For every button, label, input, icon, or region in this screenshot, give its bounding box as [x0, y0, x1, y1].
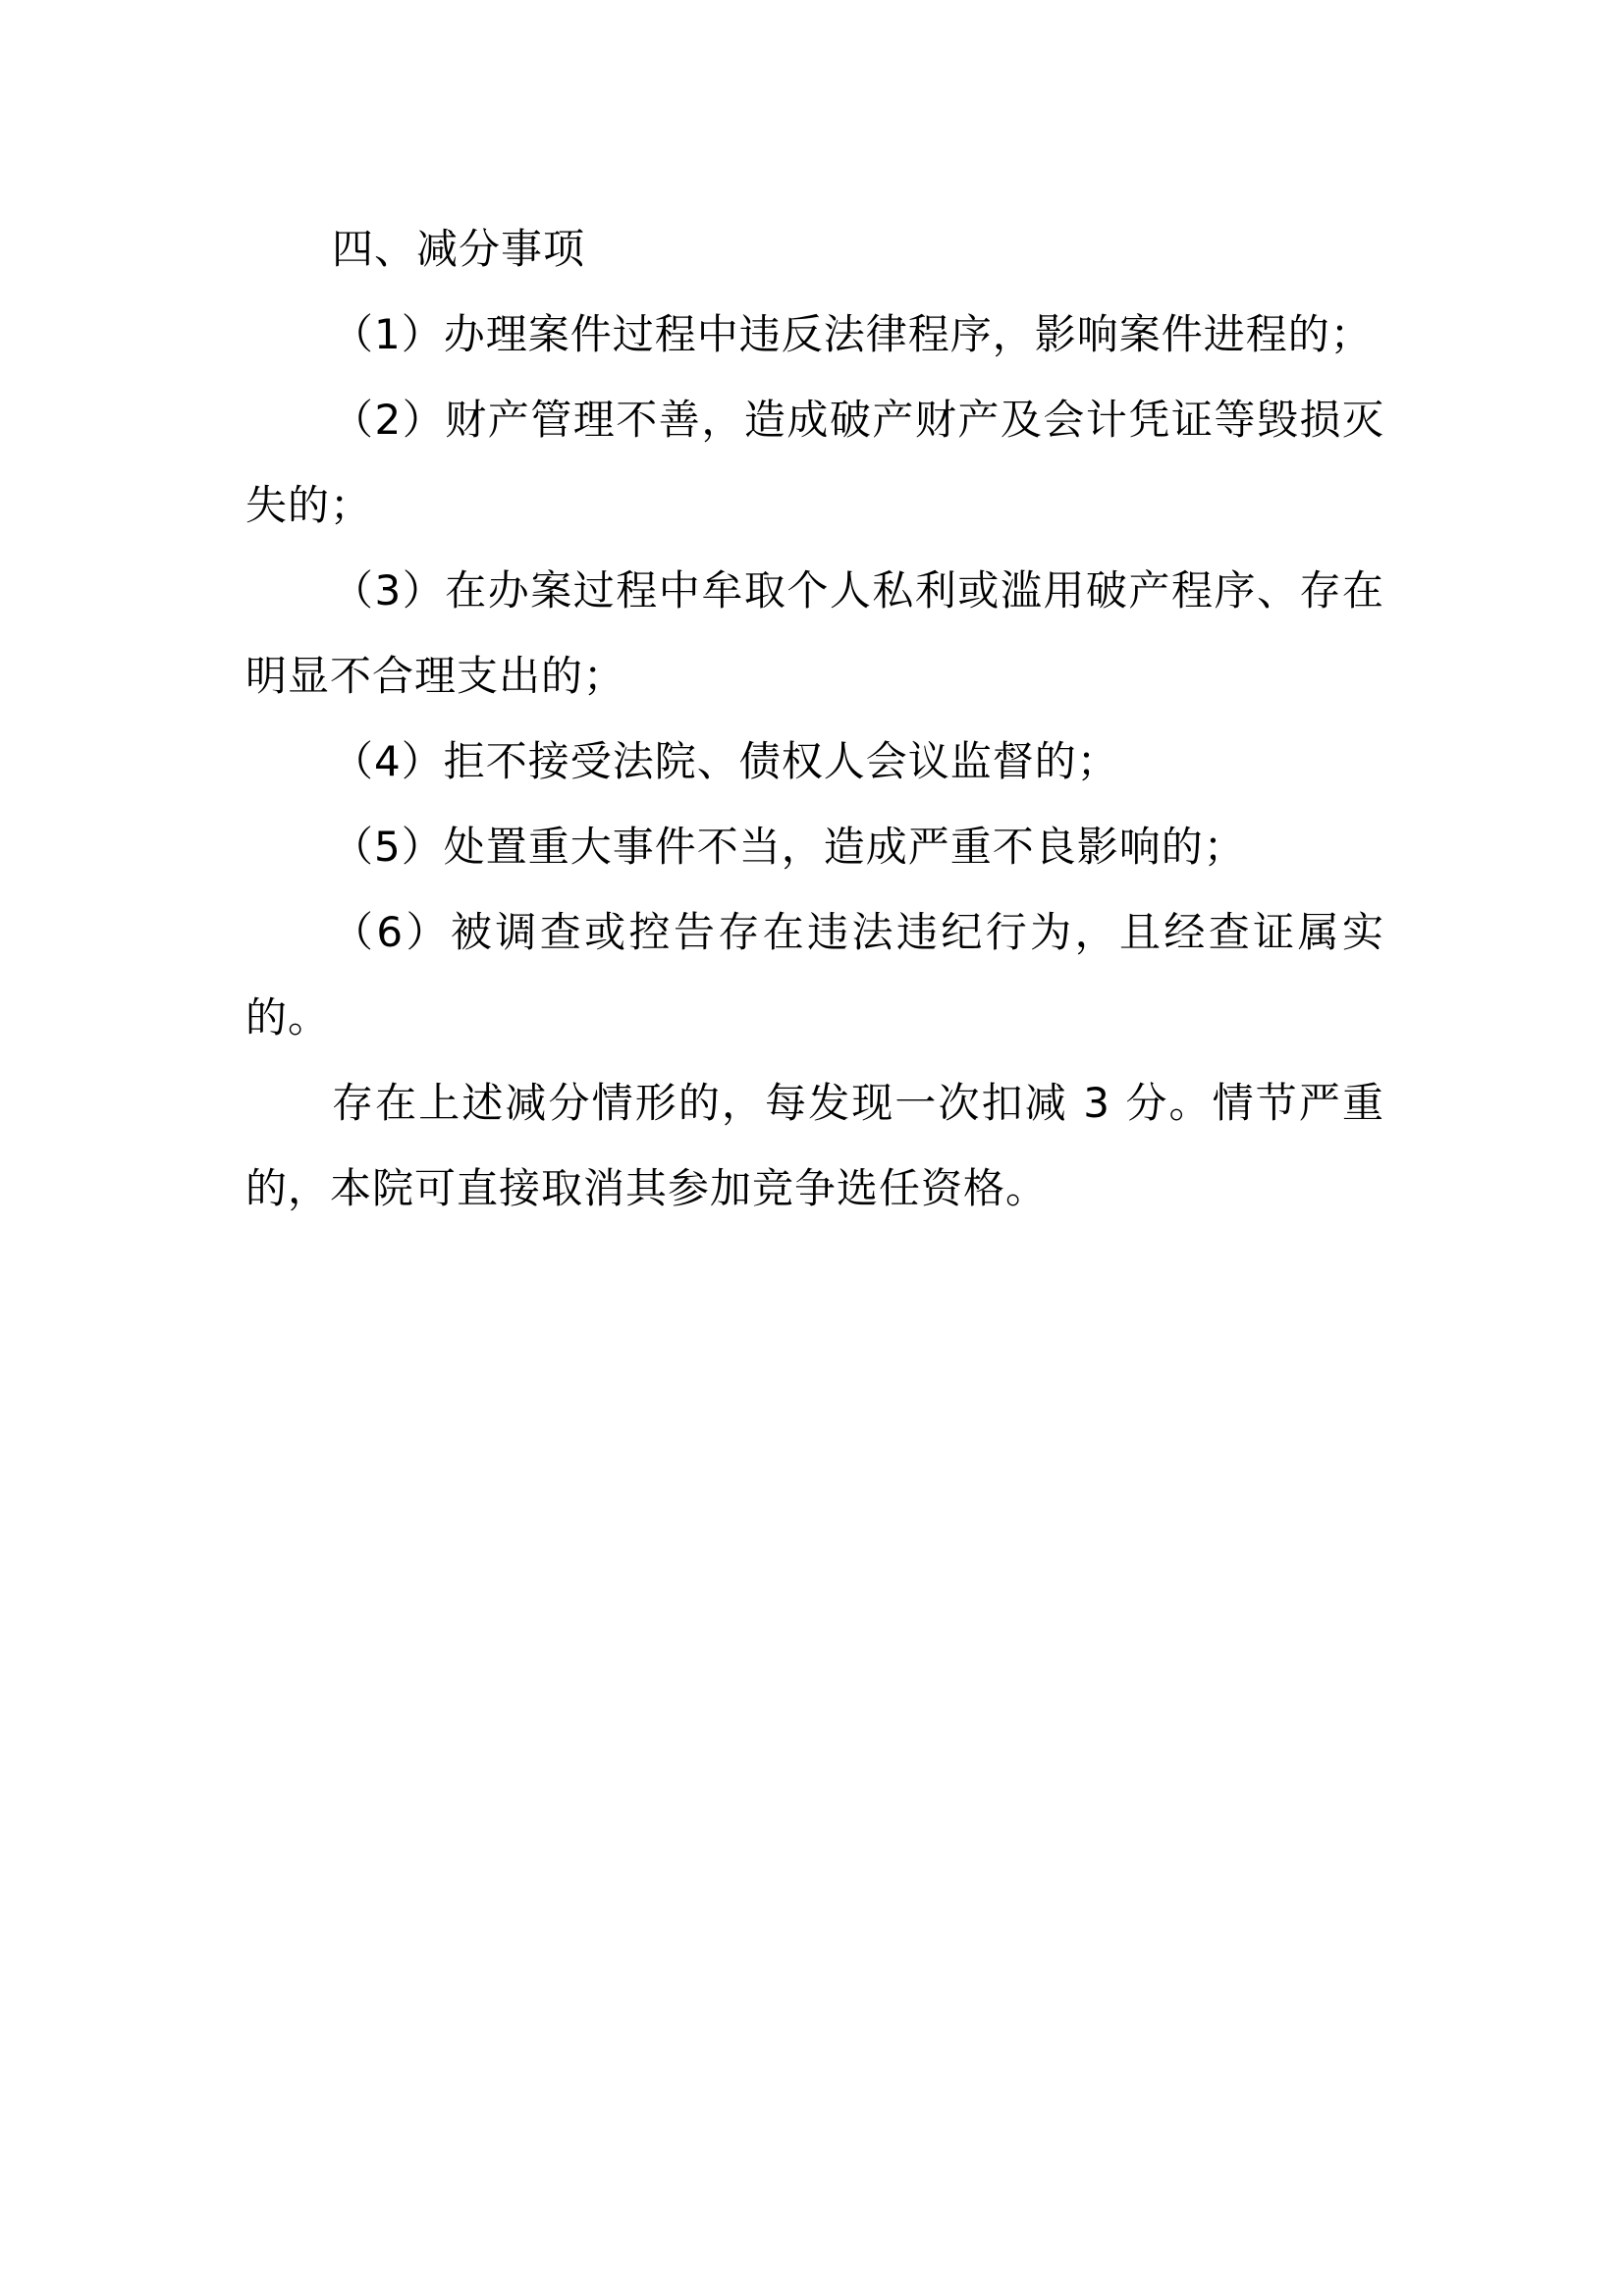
document-body	[245, 206, 1384, 1231]
list-item-2: （2）财产管理不善，造成破产财产及会计凭证等毁损灭失的；	[245, 396, 1384, 529]
section-heading: 四、减分事项	[332, 225, 586, 273]
list-item-4: （4）拒不接受法院、债权人会议监督的；	[332, 737, 1119, 785]
list-item-5: （5）处置重大事件不当，造成严重不良影响的；	[332, 823, 1246, 871]
list-item-6: （6）被调查或控告存在违法违纪行为，且经查证属实的。	[245, 908, 1384, 1041]
list-item-3: （3）在办案过程中牟取个人私利或滥用破产程序、存在明显不合理支出的；	[245, 566, 1384, 700]
closing-paragraph: 存在上述减分情形的，每发现一次扣减 3 分。情节严重的，本院可直接取消其参加竞争选任资格。	[245, 1079, 1384, 1212]
list-item-1: （1）办理案件过程中违反法律程序，影响案件进程的；	[332, 310, 1373, 358]
